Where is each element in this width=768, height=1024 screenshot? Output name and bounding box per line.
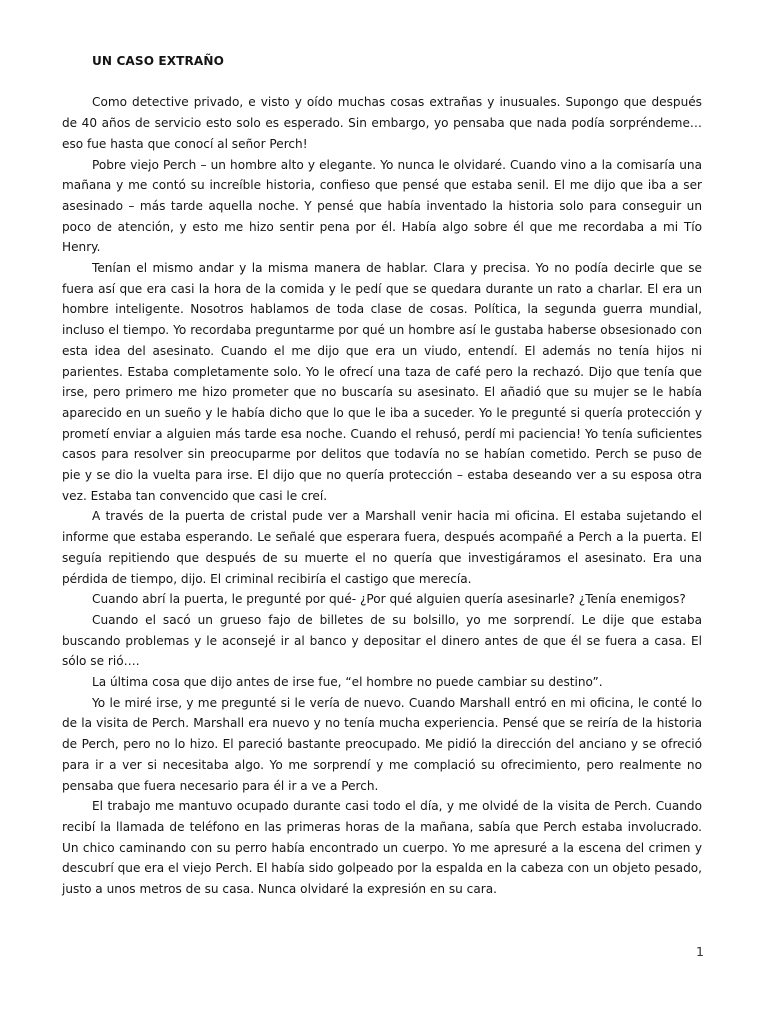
paragraph-4: A través de la puerta de cristal pude ver a Marshall venir hacia mi oficina. El estaba sujetando el informe que estaba esperando. Le señalé que esperara fuera, después acompañé a Perch a la puerta. El seguía repitiendo que después de su muerte el no quería que investigáramos el asesinato. Era una pérdida de tiempo, dijo. El criminal recibiría el castigo que merecía. (62, 509, 702, 586)
document-body (62, 51, 702, 900)
paragraph-7: La última cosa que dijo antes de irse fue, “el hombre no puede cambiar su destino”. (92, 675, 603, 690)
paragraph-1: Como detective privado, e visto y oído muchas cosas extrañas y inusuales. Supongo que después de 40 años de servicio esto solo es esperado. Sin embargo, yo pensaba que nada podía sorpréndeme…eso fue hasta que conocí al señor Perch! (62, 95, 702, 151)
document-title: UN CASO EXTRAÑO (92, 54, 224, 68)
paragraph-9: El trabajo me mantuvo ocupado durante casi todo el día, y me olvidé de la visita de Perch. Cuando recibí la llamada de teléfono en las primeras horas de la mañana, sabía que Perch estaba involucrado. Un chico caminando con su perro había encontrado un cuerpo. Yo me apresuré a la escena del crimen y descubrí que era el viejo Perch. El había sido golpeado por la espalda en la cabeza con un objeto pesado, justo a unos metros de su casa. Nunca olvidaré la expresión en su cara. (62, 799, 702, 897)
paragraph-2: Pobre viejo Perch – un hombre alto y elegante. Yo nunca le olvidaré. Cuando vino a la comisaría una mañana y me contó su increíble historia, confieso que pensé que estaba senil. El me dijo que iba a ser asesinado – más tarde aquella noche. Y pensé que había inventado la historia solo para conseguir un poco de atención, y esto me hizo sentir pena por él. Había algo sobre él que me recordaba a mi Tío Henry. (62, 157, 702, 255)
paragraph-6: Cuando el sacó un grueso fajo de billetes de su bolsillo, yo me sorprendí. Le dije que estaba buscando problemas y le aconsejé ir al banco y depositar el dinero antes de que él se fuera a casa. El sólo se rió…. (62, 612, 702, 669)
paragraph-5: Cuando abrí la puerta, le pregunté por qué- ¿Por qué alguien quería asesinarle? ¿Tenía enemigos? (92, 592, 686, 607)
page-number: 1 (696, 944, 704, 959)
paragraph-8: Yo le miré irse, y me pregunté si le vería de nuevo. Cuando Marshall entró en mi oficina, le conté lo de la visita de Perch. Marshall era nuevo y no tenía mucha experiencia. Pensé que se reiría de la historia de Perch, pero no lo hizo. El pareció bastante preocupado. Me pidió la dirección del anciano y se ofreció para ir a ver si necesitaba algo. Yo me sorprendí y me complació su ofrecimiento, pero realmente no pensaba que fuera necesario para él ir a ve a Perch. (62, 695, 702, 793)
paragraph-3: Tenían el mismo andar y la misma manera de hablar. Clara y precisa. Yo no podía decirle que se fuera así que era casi la hora de la comida y le pedí que se quedara durante un rato a charlar. El era un hombre inteligente. Nosotros hablamos de toda clase de cosas. Política, la segunda guerra mundial, incluso el tiempo. Yo recordaba preguntarme por qué un hombre así le gustaba haberse obsesionado con esta idea del asesinato. Cuando el me dijo que era un viudo, entendí. El además no tenía hijos ni parientes. Estaba completamente solo. Yo le ofrecí una taza de café pero la rechazó. Dijo que tenía que irse, pero primero me hizo prometer que no buscaría su asesinato. El añadió que su mujer se le había aparecido en un sueño y le había dicho que lo que le iba a suceder. Yo le pregunté si quería protección y prometí enviar a alguien más tarde esa noche. Cuando el rehusó, perdí mi paciencia! Yo tenía suficientes casos para resolver sin preocuparme por delitos que todavía no se habían cometido. Perch se puso de pie y se dio la vuelta para irse. El dijo que no quería protección – estaba deseando ver a su esposa otra vez. Estaba tan convencido que casi le creí. (62, 261, 702, 503)
title-spacer (62, 72, 702, 93)
